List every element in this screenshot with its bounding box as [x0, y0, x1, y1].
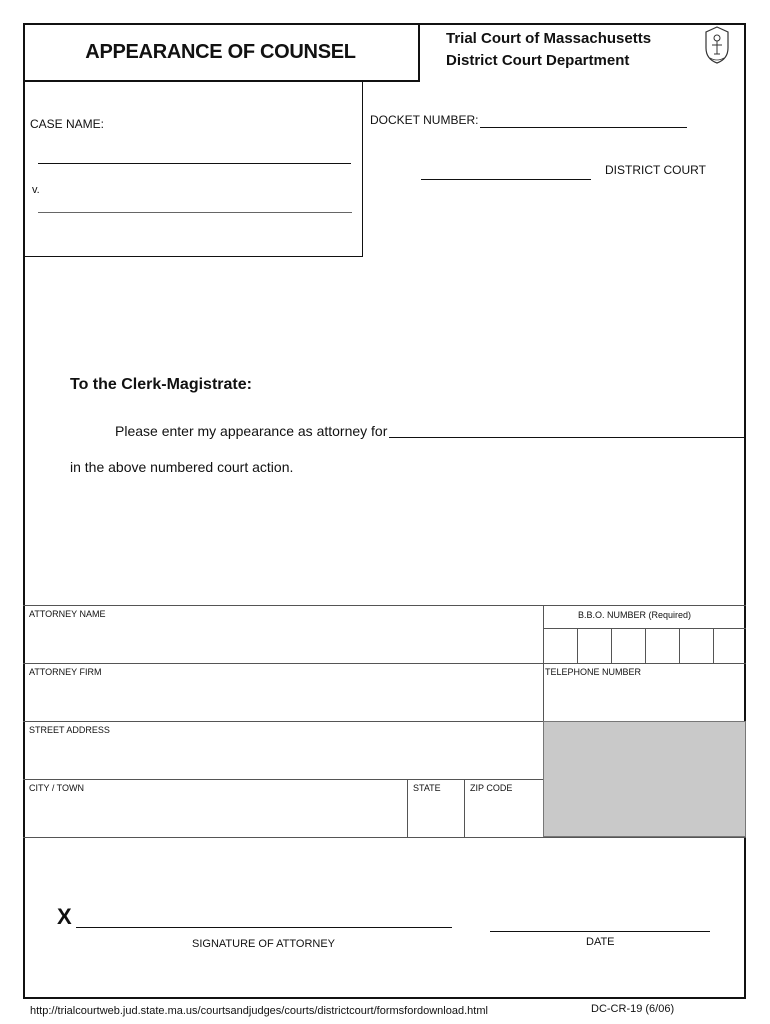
- zip-divider: [464, 779, 465, 837]
- attorney-firm-field[interactable]: [30, 682, 535, 718]
- court-name: [446, 28, 651, 72]
- plaintiff-line[interactable]: [38, 163, 351, 164]
- court-line-1: Trial Court of Massachusetts: [446, 30, 652, 47]
- city-town-label: CITY / TOWN: [29, 783, 85, 793]
- request-text: Please enter my appearance as attorney for: [115, 423, 388, 439]
- attorney-firm-label: ATTORNEY FIRM: [29, 667, 102, 677]
- bbo-cell[interactable]: [645, 628, 646, 664]
- date-line[interactable]: [490, 931, 710, 932]
- telephone-field[interactable]: [548, 682, 740, 718]
- bbo-cell[interactable]: [713, 628, 714, 664]
- grid-top-line: [23, 605, 746, 606]
- street-address-label: STREET ADDRESS: [29, 725, 110, 735]
- client-name-line[interactable]: [389, 437, 744, 438]
- docket-number-label: DOCKET NUMBER:: [370, 113, 479, 127]
- state-label: STATE: [413, 783, 441, 793]
- action-text: in the above numbered court action.: [70, 459, 294, 475]
- bbo-number-label: B.B.O. NUMBER (Required): [578, 610, 692, 620]
- signature-x-mark: X: [57, 904, 72, 929]
- date-label: DATE: [586, 936, 615, 948]
- grid-bottom-line: [23, 837, 746, 838]
- bbo-cell[interactable]: [577, 628, 578, 664]
- bbo-cell[interactable]: [679, 628, 680, 664]
- shaded-office-area: [543, 721, 746, 837]
- street-address-field[interactable]: [30, 740, 535, 776]
- zip-code-field[interactable]: [469, 798, 539, 834]
- form-url[interactable]: http://trialcourtweb.jud.state.ma.us/courtsandjudges/courts/districtcourt/formsfordownload.html: [30, 1005, 488, 1017]
- form-title: APPEARANCE OF COUNSEL: [85, 41, 356, 63]
- title-box: [23, 23, 420, 82]
- district-court-label: DISTRICT COURT: [605, 163, 706, 177]
- form-code: DC-CR-19 (6/06): [591, 1003, 675, 1015]
- versus-label: v.: [32, 184, 40, 196]
- salutation: To the Clerk-Magistrate:: [70, 376, 252, 393]
- telephone-label: TELEPHONE NUMBER: [545, 667, 642, 677]
- bbo-cell[interactable]: [611, 628, 612, 664]
- docket-number-line[interactable]: [480, 127, 687, 128]
- city-town-field[interactable]: [30, 798, 400, 834]
- attorney-name-label: ATTORNEY NAME: [29, 609, 106, 619]
- district-court-line[interactable]: [421, 179, 591, 180]
- court-line-2: District Court Department: [446, 52, 630, 69]
- attorney-name-field[interactable]: [30, 624, 535, 660]
- case-name-label: CASE NAME:: [30, 117, 105, 131]
- state-field[interactable]: [412, 798, 460, 834]
- signature-line[interactable]: [76, 927, 452, 928]
- zip-code-label: ZIP CODE: [470, 783, 513, 793]
- grid-row-line-3: [23, 779, 544, 780]
- grid-row-line-1: [23, 663, 746, 664]
- case-name-box: [23, 82, 363, 257]
- state-divider: [407, 779, 408, 837]
- massachusetts-seal-icon: [702, 24, 732, 66]
- signature-label: SIGNATURE OF ATTORNEY: [192, 938, 336, 950]
- defendant-line[interactable]: [38, 212, 352, 213]
